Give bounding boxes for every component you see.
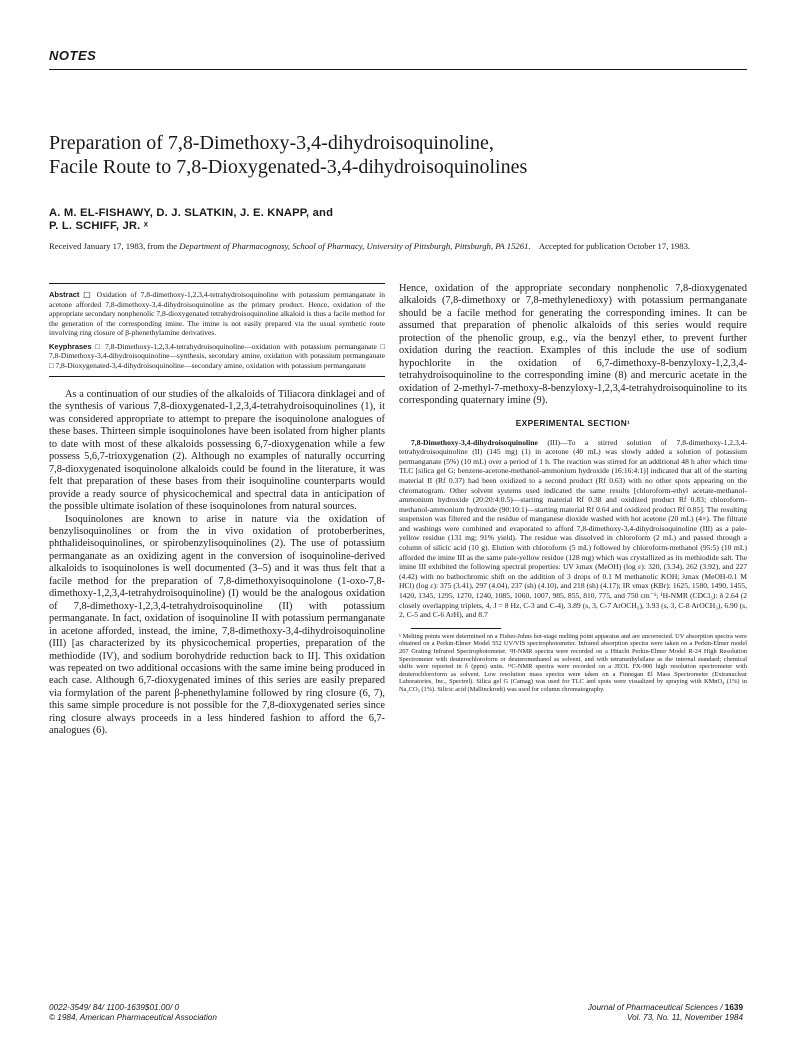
footer-right xyxy=(588,1003,743,1023)
copyright-line: © 1984, American Pharmaceutical Association xyxy=(49,1013,217,1022)
author-line-1: A. M. EL-FISHAWY, D. J. SLATKIN, J. E. KNAPP, and xyxy=(49,207,334,219)
title-line-1: Preparation of 7,8-Dimethoxy-3,4-dihydroisoquinoline, xyxy=(49,132,494,154)
author-list xyxy=(49,207,747,233)
right-column xyxy=(399,283,747,694)
journal-line xyxy=(588,1003,743,1013)
volume-line: Vol. 73, No. 11, November 1984 xyxy=(626,1013,743,1022)
footer-left xyxy=(49,1003,217,1023)
footnote: ¹ Melting points were determined on a Fisher-Johns hot-stage melting point apparatus and are uncorrected. UV absorption spectra were obtained on a Perkin-Elmer Model 552 UV/VIS spectrophotometer. Infrared absorption spectra were taken on a Perkin-Elmer model 267 Grating Infrared Spectrophotometer. ¹H-NMR spectra were recorded on a Hitachi Perkin-Elmer Model R-24 High Resolution Spectrometer with deuterochloroform or deuteromethanol as solvent, and with tetramethylsilane as the internal standard; chemical shifts were reported in δ (ppm) units. ¹³C-NMR spectra were recorded on a JEOL FX-900 high resolution spectrometer with deuterochloroform as solvent. Low resolution mass spectra were taken on a Finnegan El Mass Spectrometer (Extranuclear Laboratories, Inc., Spectrel). Silica gel G (Camag) was used for TLC and spots were visualized by spraying with KMnO₄ (1%) in Na₂CO₃ (1%). Silicic acid (Mallinckrodt) was used for column chromatography. xyxy=(399,632,747,693)
left-column xyxy=(49,283,385,738)
experimental-paragraph xyxy=(399,438,747,620)
compound-name: 7,8-Dimethoxy-3,4-dihydroisoquinoline xyxy=(411,437,538,447)
journal-name: Journal of Pharmaceutical Sciences / xyxy=(587,1003,725,1012)
abstract-paragraph xyxy=(49,290,385,338)
article-title xyxy=(49,131,747,179)
experimental-text: (III)—To a stirred solution of 7,8-dimethoxy-1,2,3,4-tetrahydroisoquinoline (II) (145 mg) (1) in acetone (40 mL) was slowly added a solution of potassium permanganate (5%) (10 mL) over a period of 1 h. The reaction was stirred for an additional 48 h after which time TLC [silica gel G; benzene-acetone-methanol-ammonium hydroxide (16:16:4:1)] indicated that all of the starting material II (Rf 0.37) had been oxidized to a second product (Rf 0.63) with no other spots appearing on the chromatogram. Other solvent systems used indicated the same results [chloroform-ethyl acetate-methanol-ammonium hydroxide (20:20:4:0.5)—starting material Rf 0.38 and oxidized product Rf 0.83; chloroform-methanol-ammonium hydroxide (90:10:1)—starting material Rf 0.64 and oxidized product Rf 0.85]. The resulting suspension was filtered and the residue of manganese dioxide washed with hot acetone (20 mL) (4×). The filtrate and washings were combined and evaporated to afford 7,8-dimethoxy-3,4-dihydroisoquinoline (III) as a pale-yellow residue (131 mg; 91% yield). The residue was dissolved in chloroform (2 mL) and passed through a column of silicic acid (10 g). Elution with chloroform (5 mL) followed by chloroform-methanol (95:5) (10 mL) afforded the imine III as the same pale-yellow residue (128 mg) which was crystallized as its methiodide salt. The imine III exhibited the following spectral properties: UV λmax (MeOH) (log ε): 320, (3.34), 262 (3.92), and 227 (4.42) with no bathochromic shift on the addition of 3 drops of 0.1 M methanolic KOH; λmax (MeOH-0.1 M HCl) (log ε): 375 (3.41), 297 (4.04), 237 (sh) (4.10), and 218 (sh) (4.17); IR νmax (KBr): 1625, 1580, 1490, 1455, 1420, 1345, 1295, 1270, 1240, 1085, 1060, 1007, 985, 855, 810, 775, and 750 cm⁻¹; ¹H-NMR (CDCl₃): δ 2.64 (2 closely overlapping triplets, 4, J = 8 Hz, C-3 and C-4), 3.89 (s, 3, C-7 ArOCH₃), 3.93 (s, 3, C-8 ArOCH₃), 6.90 (s, 2, C-5 and C-6 ArH), and 8.7 xyxy=(399,437,747,620)
page-number: 1639 xyxy=(724,1003,743,1012)
author-line-2: P. L. SCHIFF, JR. ˣ xyxy=(49,220,149,232)
body-paragraph-1: As a continuation of our studies of the alkaloids of Tiliacora dinklagei and of the synthesis of various 7,8-dioxygenated-1,2,3,4-tetrahydroisoquinolines (1), it was considered appropriate to attempt to prepare the isoquinolone analogues of these bases. Thirteen simple isoquinolones have been isolated from higher plants to date with most of these alkaloids possessing 6,7-dioxygenation while a few possess 5,6,7-trioxygenation (2). Although no examples of naturally occurring 7,8-dioxygenated isoquinolone alkaloids could be found in the literature, it was felt that preparation of these bases from their isoquinoline counterparts would provide a ready source of physicochemical and spectral data in anticipation of the possible ultimate isolation of these isoquinolones from natural sources. xyxy=(49,389,385,513)
experimental-section-heading: EXPERIMENTAL SECTION¹ xyxy=(515,417,631,428)
footnote-rule xyxy=(411,628,501,629)
received-note xyxy=(49,241,699,252)
received-date: Received January 17, 1983, from the xyxy=(49,241,180,251)
abstract-text: Oxidation of 7,8-dimethoxy-1,2,3,4-tetrahydroisoquinoline with potassium permanganate in acetone afforded 7,8-dimethoxy-3,4-dihydroisoquinoline as the primary product. Hence, oxidation of the appropriate secondary nonphenolic 7,8-dioxygenated tetrahydroisoquinoline alkaloid is thus a facile method for the generation of the corresponding imine. The imine is not easily prepared via the usual synthetic route involving ring closure of β-phenethylamine derivatives. xyxy=(49,290,386,337)
body-paragraph-3: Hence, oxidation of the appropriate secondary nonphenolic 7,8-dioxygenated alkaloids (7,8-dimethoxy or 7,8-methylenedioxy) with potassium permanganate should be a facile method for generating the corresponding imines. It can be assumed that preparation of phenolic alkaloids of this series would require protection of the phenolic group, e.g., via the benzyl ether, to prevent further oxidation during the reaction. Examples of this include the use of sodium hypochlorite in the oxidation of 6,7-dimethoxy-8-benzyloxy-1,2,3,4-tetrahydroisoquinoline to the corresponding imine (8) and mercuric acetate in the oxidation of 2-methyl-7-methoxy-8-benzyloxy-1,2,3,4-tetrahydroisoquinoline to its corresponding quaternary imine (9). xyxy=(399,283,747,407)
box-symbol-icon: □ xyxy=(83,290,93,299)
header-rule xyxy=(49,69,747,70)
issn-code: 0022-3549/ 84/ 1100-1639$01.00/ 0 xyxy=(49,1003,180,1012)
affiliation: Department of Pharmacognosy, School of Pharmacy, University of Pittsburgh, Pittsburgh, PA 15261. xyxy=(179,241,531,251)
body-paragraph-2: Isoquinolones are known to arise in nature via the oxidation of benzylisoquinolines or from the in vivo oxidation of protoberberines, phthalideisoquinolines, or spirobenzylisoquinolines (2). The use of potassium permanganate as an oxidizing agent in the conversion of isoquinoline-derived alkaloids to isoquinolones is well documented (3–5) and it was thus felt that a facile method for the preparation of 7,8-dimethoxyisoquinolone (1-oxo-7,8-dimethoxy-1,2,3,4-tetrahydroisoquinoline) (I) would be the analogous oxidation of 7,8-dimethoxy-1,2,3,4-tetrahydroisoquinoline (II) with potassium permanganate. In fact, oxidation of isoquinoline II with potassium permanganate in acetone afforded, instead, the imine, 7,8-dimethoxy-3,4-dihydroisoquinoline (III) [as characterized by its physicochemical properties, preparation of the methiodide (IV), and sodium borohydride reduction back to II]. This oxidation was repeated on two additional occasions with the same imine being produced in each case. Although 6,7-dioxygenated imines of this series are easily prepared via formylation of the parent β-phenethylamine followed by ring closure (6, 7), this same simple procedure is not possible for the 7,8-dioxygenated series since ring closure always proceeds in a less hindered fashion to afford the 6,7-analogues (6). xyxy=(49,513,385,737)
section-header xyxy=(49,48,747,70)
abstract-heading: Abstract xyxy=(49,290,80,299)
accepted-date: Accepted for publication October 17, 1983. xyxy=(530,241,691,251)
title-line-2: Facile Route to 7,8-Dioxygenated-3,4-dihydroisoquinolines xyxy=(49,156,528,178)
keyphrases-paragraph xyxy=(49,342,385,371)
abstract-box xyxy=(49,283,385,377)
section-label: NOTES xyxy=(49,48,97,63)
keyphrases-text: □ 7,8-Dimethoxy-1,2,3,4-tetrahydroisoquinoline—oxidation with potassium permanganate □ 7,8-Dimethoxy-3,4-dihydroisoquinoline—synthesis, secondary amine, oxidation with potassium permanganate □ 7,8-Dioxygenated-3,4-dihydroisoquinoline—secondary amine, oxidation with potassium permanganate xyxy=(49,341,386,370)
keyphrases-heading: Keyphrases xyxy=(49,341,92,351)
